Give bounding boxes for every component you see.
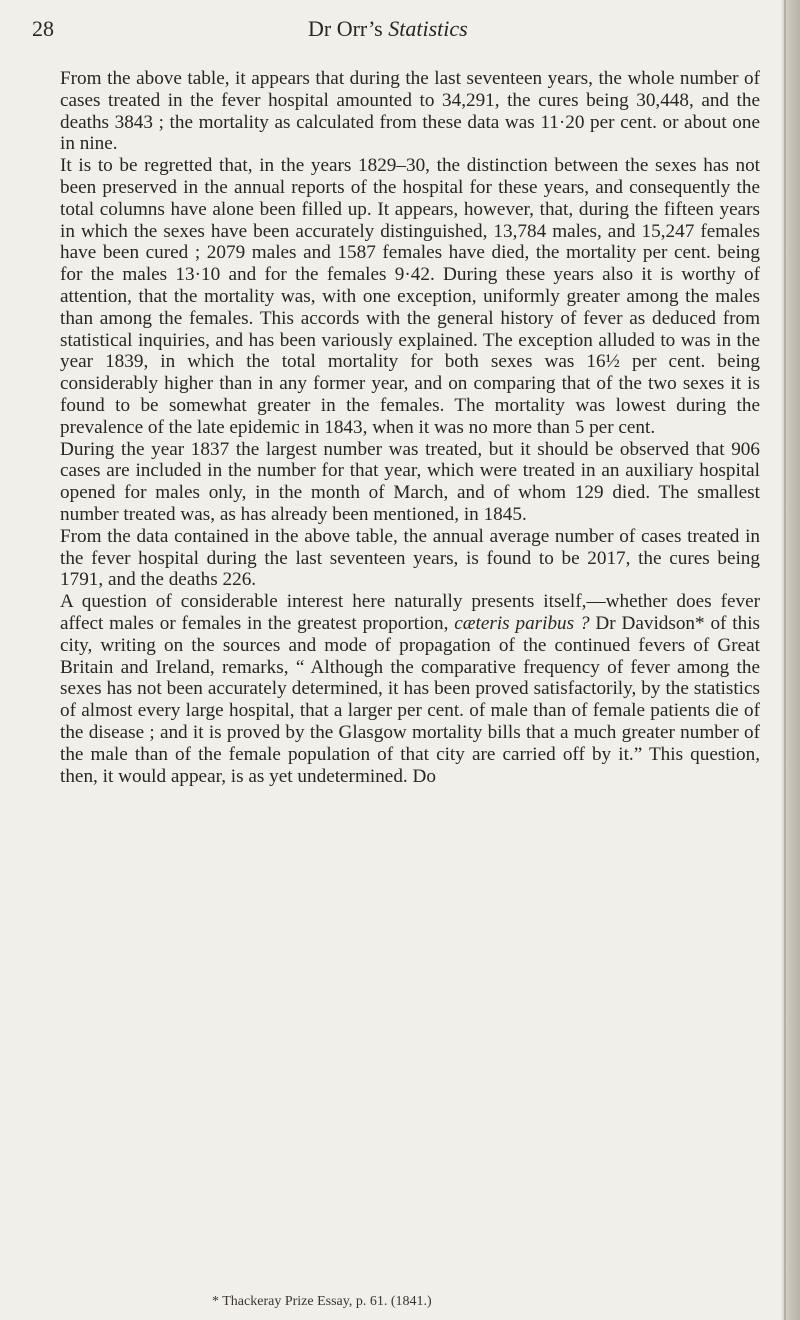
paragraph-5 xyxy=(60,591,760,787)
paragraph-4: From the data contained in the above table, the annual average number of cases treated in the fever hospital during the last seventeen years, is found to be 2017, the cures being 1791, and the deaths 226. xyxy=(60,525,760,591)
paragraph-1: From the above table, it appears that during the last seventeen years, the whole number of cases treated in the fever hospital amounted to 34,291, the cures being 30,448, and the deaths 3843 ; the mortality as calculated from these data was 11·20 per cent. or about one in nine. xyxy=(60,68,760,155)
footnote: * Thackeray Prize Essay, p. 61. (1841.) xyxy=(212,1294,432,1309)
paragraph-5-after: Dr Davidson* of this city, writing on the sources and mode of propagation of the continued fevers of Great Britain and Ireland, remarks, “ Although the comparative frequency of fever among the sexes has not been accurately determined, it has been proved satisfactorily, by the statistics of almost every large hospital, that a larger per cent. of male than of female patients die of the disease ; and it is proved by the Glasgow mortality bills that a much greater number of the male than of the female population of that city are carried off by it.” This question, then, it would appear, is as yet undetermined. Do xyxy=(60,612,760,787)
page-number: 28 xyxy=(32,16,54,41)
paragraph-5-italic: cæteris paribus ? xyxy=(454,612,590,634)
paragraph-5-before: A question of considerable interest here naturally presents itself,—whether does fever affect males or females in the greatest proportion, xyxy=(60,591,760,634)
body-text xyxy=(60,68,760,787)
paragraph-3: During the year 1837 the largest number was treated, but it should be observed that 906 cases are included in the number for that year, which were treated in an auxiliary hospital opened for males only, in the month of March, and of whom 129 died. The smallest number treated was, as has already been mentioned, in 1845. xyxy=(60,438,760,525)
page-header xyxy=(0,12,780,42)
running-head-title: Statistics xyxy=(388,16,468,41)
page-edge-shadow xyxy=(784,0,786,1320)
running-head-author: Dr Orr’s xyxy=(308,16,383,41)
running-head xyxy=(308,16,468,42)
paragraph-2: It is to be regretted that, in the years 1829–30, the distinction between the sexes has not been preserved in the annual reports of the hospital for these years, and consequently the total columns have alone been filled up. It appears, however, that, during the fifteen years in which the sexes have been accurately distinguished, 13,784 males, and 15,247 females have been cured ; 2079 males and 1587 females have died, the mortality per cent. being for the males 13·10 and for the females 9·42. During these years also it is worthy of attention, that the mortality was, with one exception, uniformly greater among the males than among the females. This accords with the general history of fever as deduced from statistical inquiries, and has been variously explained. The exception alluded to was in the year 1839, in which the total mortality for both sexes was 16½ per cent. being considerably higher than in any former year, and on comparing that of the two sexes it is found to be somewhat greater in the females. The mortality was lowest during the prevalence of the late epidemic in 1843, when it was no more than 5 per cent. xyxy=(60,155,760,438)
